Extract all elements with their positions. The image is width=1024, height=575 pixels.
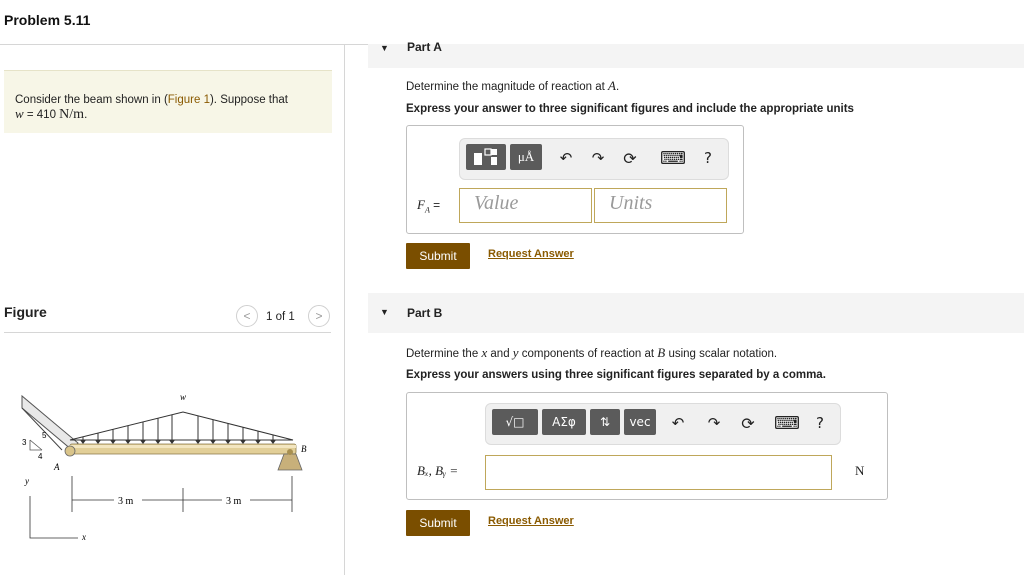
value-input[interactable]: Value (459, 188, 592, 223)
part-b-q4: using scalar notation. (665, 348, 778, 360)
pin-b (287, 449, 293, 455)
problem-statement (4, 70, 332, 133)
w-value: = 410 (23, 109, 60, 121)
load-w-label: w (180, 392, 187, 402)
part-b-caret-icon: ▼ (380, 307, 389, 317)
load-outline (70, 412, 293, 440)
part-b-question (406, 345, 777, 361)
part-a-request-answer-link[interactable]: Request Answer (488, 248, 574, 260)
part-a-toolbar (459, 138, 729, 180)
beam-figure (0, 388, 307, 548)
subscript-arrows-button[interactable]: ⇅ (590, 409, 620, 435)
label-b: B (301, 444, 307, 454)
force-subscript: A (424, 205, 430, 215)
part-b-qB: B (657, 345, 666, 360)
part-a-instruction: Express your answer to three significant figures and include the appropriate units (406, 103, 854, 115)
w-unit: N/m (59, 107, 85, 122)
prev-figure-button[interactable]: < (236, 305, 258, 327)
dim-right-label: 3 m (226, 496, 242, 507)
part-b-unit: N (855, 463, 865, 478)
components-input[interactable] (485, 455, 832, 490)
part-b-answer-label: Bₓ, Bᵧ = (417, 463, 459, 478)
load-arrowheads (80, 440, 276, 444)
redo-icon[interactable]: ↷ (591, 149, 605, 167)
slope-hypotenuse (30, 440, 42, 450)
dim-left-label: 3 m (118, 496, 134, 507)
statement-period: . (84, 109, 88, 121)
part-b-submit-button[interactable]: Submit (406, 510, 470, 536)
slope-5-label: 5 (42, 431, 47, 440)
statement-text-end: ). Suppose that (209, 94, 288, 106)
part-a-question-end: . (615, 81, 620, 93)
part-b-q3: components of reaction at (518, 348, 658, 360)
dimension-lines (72, 476, 292, 512)
part-a-answer-label (417, 197, 440, 214)
reset-icon[interactable]: ⟳ (623, 149, 637, 168)
part-a-title: Part A (407, 40, 442, 54)
undo-icon[interactable]: ↶ (559, 149, 573, 167)
units-symbol-button[interactable]: μÅ (510, 144, 542, 170)
figure-divider (4, 332, 331, 333)
part-b-qx: x (481, 345, 488, 360)
templates-icon (471, 147, 501, 167)
w-variable: w (15, 106, 24, 121)
part-b-q1: Determine the (406, 348, 482, 360)
figure-link[interactable]: Figure 1 (167, 94, 210, 106)
force-equals: = (429, 198, 441, 212)
roller-support-a (65, 446, 75, 456)
units-input[interactable]: Units (594, 188, 727, 223)
label-a: A (54, 462, 60, 472)
panel-divider (344, 44, 345, 575)
keyboard-icon[interactable]: ⌨ (774, 413, 800, 434)
part-b-answer-box (406, 392, 888, 500)
keyboard-icon[interactable]: ⌨ (660, 148, 686, 169)
axis-x-label: x (82, 532, 86, 542)
force-var: F (417, 197, 425, 212)
figure-pager: 1 of 1 (266, 311, 295, 323)
slope-4-label: 4 (38, 452, 43, 461)
part-a-submit-button[interactable]: Submit (406, 243, 470, 269)
part-b-title: Part B (407, 306, 443, 320)
greek-symbols-button[interactable]: ΑΣφ (542, 409, 586, 435)
part-a-question-var: A (608, 78, 616, 93)
part-b-instruction: Express your answers using three significant figures separated by a comma. (406, 369, 826, 381)
part-a-question-text: Determine the magnitude of reaction at (406, 81, 609, 93)
part-a-header[interactable] (368, 40, 1024, 68)
statement-text-start: Consider the beam shown in ( (15, 94, 168, 106)
vector-button[interactable]: vec (624, 409, 656, 435)
beam-highlight (70, 445, 296, 448)
slope-3-label: 3 (22, 438, 27, 447)
axis-y-label: y (25, 476, 29, 486)
reset-icon[interactable]: ⟳ (741, 414, 755, 433)
pin-support-b (278, 454, 302, 470)
load-arrows (83, 415, 273, 442)
problem-title: Problem 5.11 (4, 12, 91, 28)
help-icon[interactable]: ? (704, 149, 712, 167)
figure-heading: Figure (4, 304, 47, 320)
part-a-caret-icon: ▼ (380, 43, 389, 53)
undo-icon[interactable]: ↶ (671, 414, 685, 432)
part-b-header[interactable] (368, 293, 1024, 333)
part-a-question (406, 78, 619, 94)
part-b-toolbar (485, 403, 841, 445)
part-b-request-answer-link[interactable]: Request Answer (488, 515, 574, 527)
axes (30, 496, 78, 538)
part-a-answer-box (406, 125, 744, 234)
next-figure-button[interactable]: > (308, 305, 330, 327)
redo-icon[interactable]: ↷ (707, 414, 721, 432)
part-b-qy: y (512, 345, 519, 360)
help-icon[interactable]: ? (816, 414, 824, 432)
part-b-q2: and (487, 348, 513, 360)
templates-button[interactable] (466, 144, 506, 170)
sqrt-template-button[interactable]: √□ (492, 409, 538, 435)
